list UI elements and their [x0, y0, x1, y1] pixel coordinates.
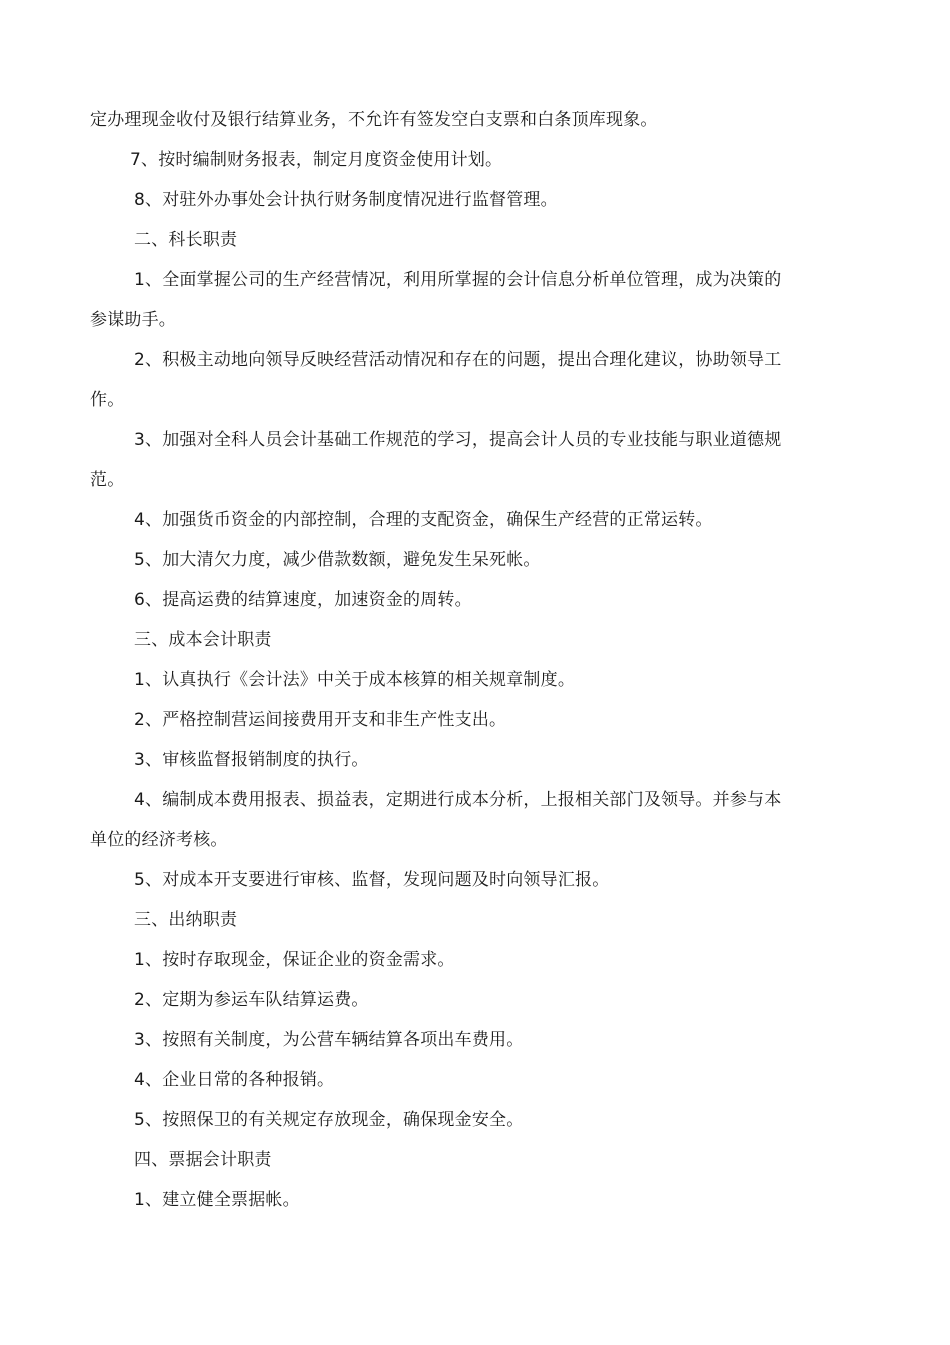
list-item: 5、对成本开支要进行审核、监督，发现问题及时向领导汇报。: [134, 870, 610, 890]
list-item: 5、加大清欠力度，减少借款数额，避免发生呆死帐。: [134, 550, 541, 570]
list-item: 6、提高运费的结算速度，加速资金的周转。: [134, 590, 472, 610]
list-item-continuation: 范。: [90, 470, 125, 490]
list-item: 4、企业日常的各种报销。: [134, 1070, 335, 1090]
section-heading: 四、票据会计职责: [134, 1150, 272, 1170]
list-item: 7、按时编制财务报表，制定月度资金使用计划。: [130, 150, 503, 170]
list-item: 1、按时存取现金，保证企业的资金需求。: [134, 950, 455, 970]
list-item: 1、认真执行《会计法》中关于成本核算的相关规章制度。: [134, 670, 576, 690]
list-item: 8、对驻外办事处会计执行财务制度情况进行监督管理。: [134, 190, 558, 210]
section-heading: 三、成本会计职责: [134, 630, 272, 650]
list-item: 3、按照有关制度，为公营车辆结算各项出车费用。: [134, 1030, 524, 1050]
list-item: 3、加强对全科人员会计基础工作规范的学习，提高会计人员的专业技能与职业道德规: [134, 430, 782, 450]
list-item: 2、积极主动地向领导反映经营活动情况和存在的问题，提出合理化建议，协助领导工: [134, 350, 782, 370]
list-item: 4、加强货币资金的内部控制，合理的支配资金，确保生产经营的正常运转。: [134, 510, 713, 530]
list-item: 3、审核监督报销制度的执行。: [134, 750, 369, 770]
section-heading: 三、出纳职责: [134, 910, 238, 930]
list-item: 2、严格控制营运间接费用开支和非生产性支出。: [134, 710, 507, 730]
list-item: 2、定期为参运车队结算运费。: [134, 990, 369, 1010]
list-item-continuation: 单位的经济考核。: [90, 830, 228, 850]
list-item-continuation: 作。: [90, 390, 125, 410]
paragraph-continuation: 定办理现金收付及银行结算业务，不允许有签发空白支票和白条顶库现象。: [90, 110, 658, 130]
list-item: 1、全面掌握公司的生产经营情况，利用所掌握的会计信息分析单位管理，成为决策的: [134, 270, 782, 290]
list-item: 1、建立健全票据帐。: [134, 1190, 300, 1210]
list-item-continuation: 参谋助手。: [90, 310, 176, 330]
list-item: 5、按照保卫的有关规定存放现金，确保现金安全。: [134, 1110, 524, 1130]
list-item: 4、编制成本费用报表、损益表，定期进行成本分析，上报相关部门及领导。并参与本: [134, 790, 782, 810]
section-heading: 二、科长职责: [134, 230, 238, 250]
document-body: [90, 100, 812, 1220]
